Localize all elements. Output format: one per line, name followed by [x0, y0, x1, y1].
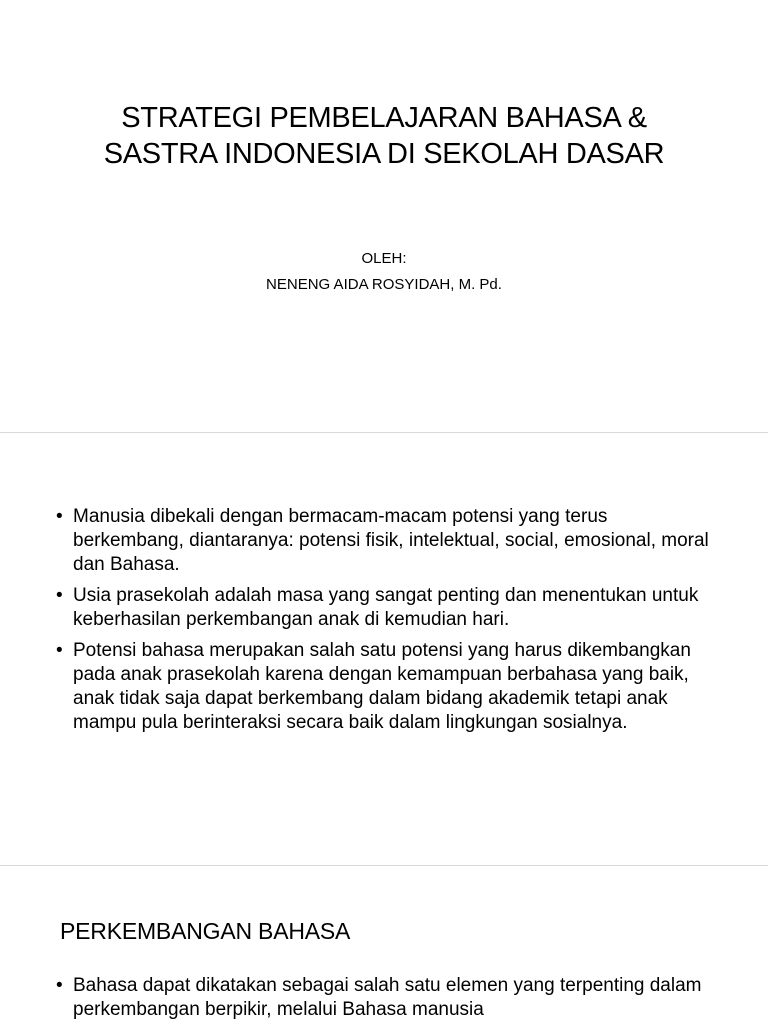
bullet-item: • Potensi bahasa merupakan salah satu potensi yang harus dikembangkan pada anak prasekolah karena dengan kemampuan berbahasa yang baik, anak tidak saja dapat berkembang dalam bidang akademik tetapi anak mampu pula berinteraksi secara baik dalam lingkungan sosialnya.: [56, 639, 720, 735]
byline-label: OLEH:: [361, 250, 407, 267]
presentation-title: [60, 100, 708, 172]
slide-perkembangan-bahasa: [0, 866, 768, 1024]
bullet-item: • Bahasa dapat dikatakan sebagai salah satu elemen yang terpenting dalam perkembangan berpikir, melalui Bahasa manusia: [56, 974, 720, 1022]
byline: [60, 246, 708, 298]
bullet-list: [56, 505, 720, 742]
slide-intro: [0, 433, 768, 866]
bullet-item: • Manusia dibekali dengan bermacam-macam potensi yang terus berkembang, diantaranya: potensi fisik, intelektual, social, emosional, moral dan Bahasa.: [56, 505, 720, 577]
slide-title: [0, 0, 768, 433]
bullet-list: [56, 974, 720, 1024]
title-line-2: SASTRA INDONESIA DI SEKOLAH DASAR: [103, 138, 665, 170]
author-name: NENENG AIDA ROSYIDAH, M. Pd.: [266, 276, 502, 293]
section-title: PERKEMBANGAN BAHASA: [60, 918, 351, 944]
title-line-1: STRATEGI PEMBELAJARAN BAHASA &: [121, 102, 647, 134]
bullet-item: • Usia prasekolah adalah masa yang sangat penting dan menentukan untuk keberhasilan perkembangan anak di kemudian hari.: [56, 584, 720, 632]
